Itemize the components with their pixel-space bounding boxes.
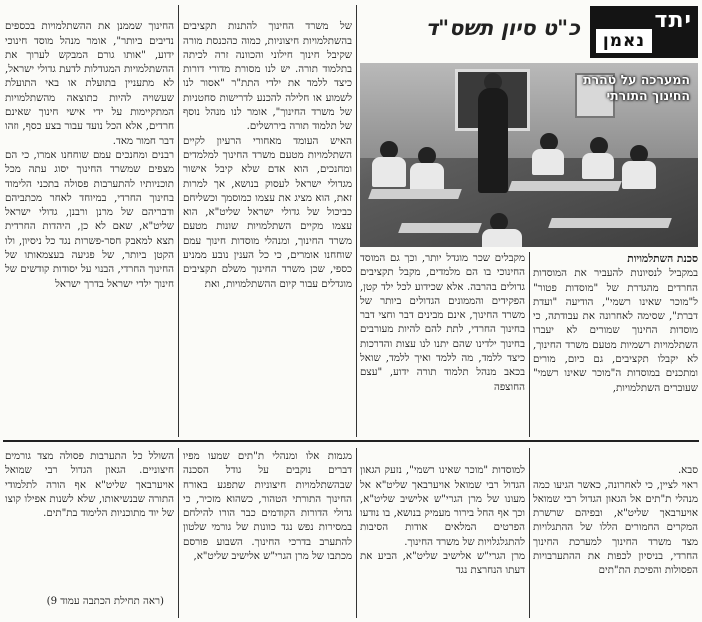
continued-note: (ראה תחילת הכתבה עמוד 9) — [46, 596, 164, 607]
issue-date: כ"ט סיון תשס"ד — [425, 16, 580, 40]
photo-caption: המערכה על טהרת החינוך התורתי — [583, 72, 690, 103]
section-divider — [3, 440, 699, 442]
article-subheading: סכנת השתלמויות — [627, 253, 698, 265]
column-rule — [178, 448, 179, 618]
logo-bottom-text: נאמן — [596, 29, 652, 53]
column-rule — [356, 5, 357, 437]
bottom-column-4 — [5, 450, 174, 590]
bottom-column-1 — [533, 450, 698, 618]
article-column-1 — [533, 252, 698, 436]
article-column-4 — [5, 6, 174, 436]
column-text: למוסדות "מוכר שאינו רשמי", נזעק הגאון הגדול רבי שמואל אויערבאך שליט"א אל מעונו של מרן הגרי"ש אלישיב שליט"א, וכך אף החל בירור מעמיק בנושא, בו נודעו הפרטים המלאים אודות הסיבות להתגלגלויות של משרד החינוך. מרן הגרי"ש אלישיב שליט"א, הביע את דעתו הנחרצת נגד — [360, 465, 525, 577]
bottom-column-3 — [183, 450, 352, 618]
article-column-3 — [183, 6, 352, 436]
column-text: מגמות אלו ומנהלי ת"תים שמעו מפיו דברים נוקבים על גודל הסכנה שבהשתלמויות חיצוניות שתפגע באורח החינוך התורתי הטהור, כשהוא מזכיר, כי גדולי הדורות הקודמים כבר הורו להילחם במסירות נפש נגד כוונות של גורמי שלטון להתערב בדרכי החינוך. השבוע פורסם מכתבו של מרן הגרי"ש אלישיב שליט"א, — [183, 451, 352, 563]
bottom-column-2 — [360, 450, 525, 618]
column-text: של משרד החינוך להתנות תקציבים בהשתלמויות חיצוניות, כמוה כהכנסת מורה שקיבל חינוך חילוני והכוונה זרה לכיתה בתלמוד תורה. יש לנו מסורת מדורי דורות כיצד ללמד את ילדי התת"ר "אסור לנו לשמוע או חלילה להכנע לדרישות סחטניות של משרד החינוך", אומר לנו מנהל נוסף של תלמוד תורה בירושלים. האיש העומד מאחורי הרעיון לקיים השתלמויות מטעם משרד החינוך למלמדים ומחנכים, הוא אדם שלא קיבל אישור מגדולי ישראל לעסוק בנושא, אך למרות זאת, הוא מציג את עצמו כמוסמך וכשליחם כביכול של גדולי ישראל שליט"א, הוא עצמו מקיים השתלמויות שונות מטעם משרד החינוך, ומנהלי מוסדות חינוך עמם שוחחנו אומרים, כי כל הענין נובע ממניע כספי, שכן משרד החינוך משלם תקציבים מוגדלים עבור קיום ההשתלמויות, ואת — [183, 21, 352, 290]
column-text: סבא. ראוי לציין, כי לאחרונה, כאשר הגיעו כמה מנהלי ת"תים אל הגאון הגדול רבי שמואל אויערבאך שליט"א, ובפיהם שרשרת המקרים החמורים הללו של ההתגלויות מצד משרד החינוך למערכת החינוך החרדי, בניסיון לכפות את ההתערבויות הפסולות והפיכת הת"תים — [533, 465, 698, 577]
masthead — [357, 4, 698, 62]
column-text: החינוך שממנן את ההשתלמויות בכספים נדיבים ביותר", אומר מנהל מוסד חינוכי ידוע, "אותו גורם המבקש לערוך את ההשתלמויות המגודלות לדעת גדולי ישראל, לא מתעניין בתועלת או באי התועלת שעשויה להיות כתוצאה מהשתלמויות המתקיימות על ידי אישי חינוך שאינם חרדים, אלא הכל נועד עבור בצע כסף, וזהו דבר חמור מאד. רבנים ומחנכים עמם שוחחנו אמרו, כי הם מצפים שמשרד החינוך יסוג עתה מכל תוכניותיו להתערבות פסולה בתכני הלימוד בחינוך החרדי, במיוחד לאחר מכתביהם ודבריהם של מרנן ורבנן, גדולי ישראל שליט"א, שאם לא כן, היהדות החרדית תצא למאבק חסר-פשרות נגד כל ניסיון, ולו הקטן ביותר, של פגיעה בעצמאותו של החינוך החרדי, הבנוי על יסודות קודשים של חינוך ילדי ישראל בדרך ישראל — [5, 21, 174, 290]
column-rule — [529, 448, 530, 618]
column-rule — [178, 5, 179, 437]
classroom-photo — [360, 63, 698, 247]
column-rule — [356, 448, 357, 618]
column-text: מקבלים שכר מוגדל יותר, וכך גם המוסד החינוכי בו הם מלמדים, מקבל תקציבים גדולים בהרבה. אלא שכידוע לכל ילד קטן, הפקידים והממונים הגדולים ביותר של משרד החינוך, אינם מבינים דבר וחצי דבר בחינוך החרדי, לתת להם להיות מעורבים בחינוך ילדינו שהם יתנו לנו עצות והדרכות כיצד ללמד, מה ללמד ואיך ללמד, שואל בכאב מנהל תלמוד תורה ידוע, "עצם החוצפה — [360, 253, 525, 393]
logo-top-text: יתד — [654, 8, 692, 33]
newspaper-logo — [590, 6, 698, 58]
column-rule — [529, 252, 530, 437]
column-text: השולל כל התערבות פסולה מצד גורמים חיצוניים. הגאון הגדול רבי שמואל אויערבאך שליט"א אף הורה לתלמודי התורה שבנשיאותו, שלא לשנות אפילו קוצו של יוד מתוכניות הלימוד בת"תים. — [5, 451, 174, 520]
column-text: במקביל לנסיונות להעביר את המוסדות החרדים מהגדרת של "מוסדות פטור" ל"מוכר שאינו רשמי", הודיעה "ועדת דברת", שסימה לאחרונה את עבודתה, כי מוסדות החינוך שמורים לא יעברו השתלמויות רשמיות מטעם משרד החינוך, לא יקבלו תקציבים, גם כיום, מורים ומתכנים במוסדות ה"מוכר שאינו רשמי" שעוברים השתלמויות, — [533, 268, 698, 394]
article-column-2 — [360, 252, 525, 436]
